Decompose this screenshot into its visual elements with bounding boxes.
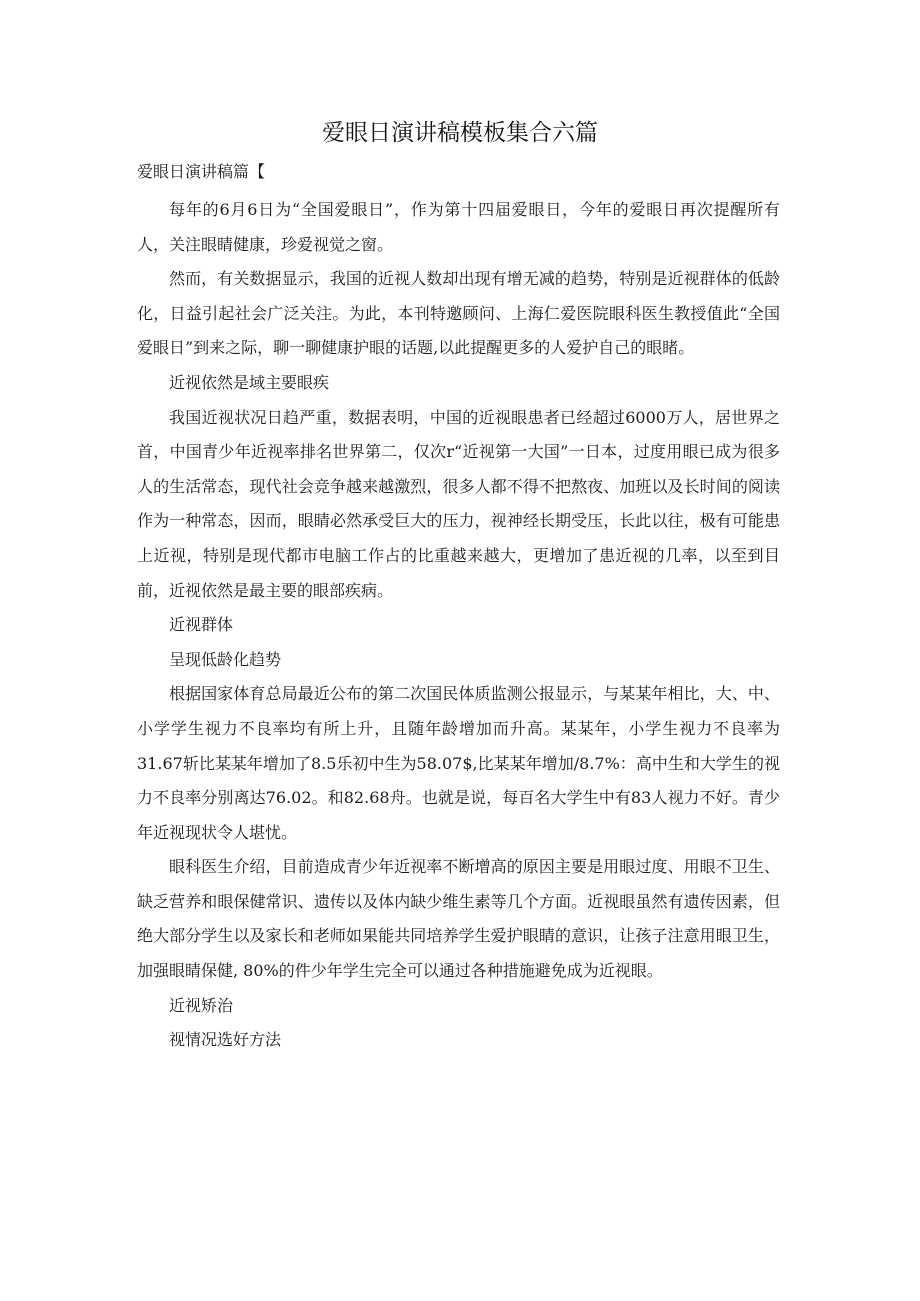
subheading-1: 近视依然是域主要眼疾 (169, 372, 330, 392)
paragraph-5: 眼科医生介绍，目前造成青少年近视率不断增高的原因主要是用眼过度、用眼不卫生、缺乏营养和眼保健常识、遗传以及体内缺少维生素等几个方面。近视眼虽然有遗传因素，但绝大部分学生以及家长和老师如果能共同培养学生爱护眼睛的意识，让孩子注意用眼卫生，加强眼睛保健, 80%的件少年学生完全可以通过各种措施避免成为近视眼。 (137, 857, 780, 981)
subheading-5: 视情况选好方法 (169, 1030, 282, 1050)
document-title: 爱眼日演讲稿模板集合六篇 (322, 120, 598, 146)
document-body (137, 193, 780, 1058)
paragraph-3: 我国近视状况日趋严重，数据表明，中国的近视眼患者已经超过6000万人，居世界之首，中国青少年近视率排名世界第二，仅次r“近视第一大国”一日本，过度用眼已成为很多人的生活常态，现代社会竞争越来越激烈，很多人都不得不把熬夜、加班以及长时间的阅读作为一种常态，因而，眼睛必然承受巨大的压力，视神经长期受压，长此以往，极有可能患上近视，特别是现代都市电脑工作占的比重越来越大，更增加了患近视的几率，以至到目前，近视依然是最主要的眼部疾病。 (137, 407, 780, 600)
subheading-2: 近视群体 (169, 615, 234, 635)
paragraph-1: 每年的6月6日为“全国爱眼日”，作为第十四届爱眼日，今年的爱眼日再次提醒所有人，关注眼睛健康，珍爱视觉之窗。 (137, 200, 780, 254)
paragraph-2: 然而，有关数据显示，我国的近视人数却出现有增无减的趋势，特别是近视群体的低龄化，日益引起社会广泛关注。为此，本刊特邀顾问、上海仁爱医院眼科医生教授值此“全国爱眼日”到来之际，聊一聊健康护眼的话题,以此提醒更多的人爱护自己的眼睹。 (137, 269, 780, 358)
paragraph-4: 根据国家体育总局最近公布的第二次国民体质监测公报显示，与某某年相比，大、中、小学学生视力不良率均有所上升，且随年龄增加而升高。某某年，小学生视力不良率为31.67斩比某某年增加了8.5乐初中生为58.07$,比某某年增加/8.7%：高中生和大学生的视力不良率分别离达76.02。和82.68舟。也就是说，每百名大学生中有83人视力不好。青少年近视现状令人堪忧。 (137, 684, 780, 842)
section-heading: 爱眼日演讲稿篇【 (137, 162, 266, 181)
subheading-3: 呈现低龄化趋势 (169, 649, 282, 669)
subheading-4: 近视矫治 (169, 995, 234, 1015)
